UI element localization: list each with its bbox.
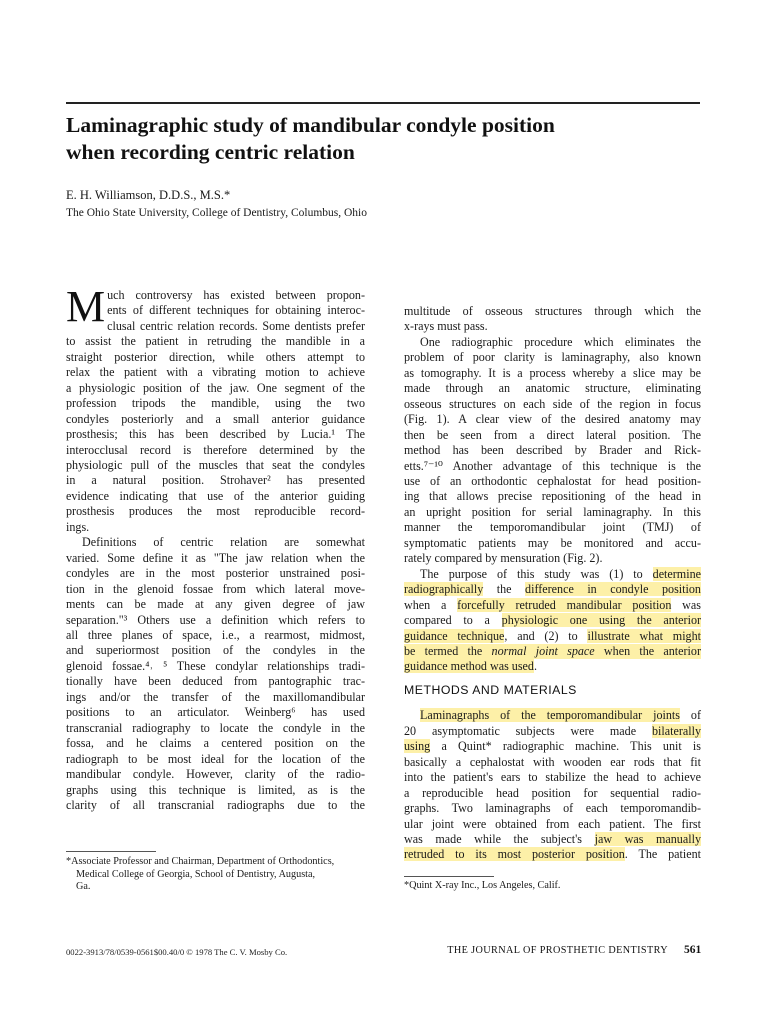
footnote-line: *Associate Professor and Chairman, Department of Orthodontics, [66,856,335,867]
text-line: into the patient's ears to stabilize the head to achieve [404,770,701,785]
text-line: interocclusal record is therefore determined by the [66,442,365,457]
paragraph-purpose [404,567,701,675]
text-line: method has been described by Brader and Rick- [404,443,701,458]
text-line [404,739,701,754]
text-line [404,567,701,582]
italic-term: normal joint space [491,643,595,658]
text-line [404,582,701,597]
text-line [404,629,701,644]
text-line: all three planes of space, i.e., a rearmost, midmost, [66,627,365,642]
text-line: ments can be made at any given degree of jaw [66,597,365,612]
text-fragment: The purpose of this study was (1) to [420,566,643,581]
text-line: an upright position for serial laminagraphy. In this [404,504,701,519]
highlighted-text: guidance method was used [404,659,534,674]
paragraph-intro [66,282,365,535]
highlighted-text: illustrate what might [587,628,702,643]
text-line: prosthesis; this has been described by Lucia.¹ The [66,427,365,442]
text-line: problem of poor clarity is laminagraphy, also known [404,350,701,365]
text-fragment: 20 asymptomatic subjects were made [404,723,637,738]
highlighted-text: forcefully retruded mandibular position [457,597,672,612]
section-heading: METHODS AND MATERIALS [404,682,577,697]
text-line [404,644,701,659]
text-line: graphs using this technique is limited, as is the [66,782,365,797]
text-line: to assist the patient in retruding the mandible in a [66,334,365,349]
text-line: tionally have been deduced from pantographic trac- [66,674,365,689]
text-line: in a natural position. Strohaver² has presented [66,473,365,488]
highlighted-text: be termed the [404,643,483,658]
text-line: straight posterior direction, while others attempt to [66,349,365,364]
text-line: ings and/or the transfer of the maxillomandibular [66,689,365,704]
text-fragment: . The patient [624,847,701,862]
highlighted-text: difference in condyle position [525,582,701,597]
text-line: made through an anatomic structure, eliminating [404,381,701,396]
text-fragment: . [533,659,538,674]
author-line: E. H. Williamson, D.D.S., M.S.* [66,188,231,202]
text-line: a reproducible head position for sequential radio- [404,785,701,800]
highlighted-text: Laminagraphs of the temporomandibular joints [420,708,680,723]
text-line: glenoid fossae.⁴˒ ⁵ These condylar relationships tradi- [66,658,365,673]
text-line: varied. Some define it as "The jaw relation when the [66,550,365,565]
text-line: separation."³ Others use a definition which refers to [66,612,365,627]
affiliation-line: The Ohio State University, College of Dentistry, Columbus, Ohio [66,207,367,219]
footnote-left [66,856,365,894]
text-fragment: , and (2) to [504,628,578,643]
text-line: use of an orthodontic cephalostat for head position- [404,473,701,488]
paragraph-laminagraphy [404,335,701,567]
text-line: clarity of all transcranial radiographs due to the [66,797,365,812]
text-line: etts.⁷⁻¹⁰ Another advantage of this technique is the [404,458,701,473]
text-line [404,598,701,613]
text-line: ing that allows precise repositioning of the head in [404,489,701,504]
text-fragment: the [496,582,512,597]
text-line: condyles are in the most posterior unstrained posi- [66,566,365,581]
highlighted-text: guidance technique [404,628,505,643]
copyright-code: 0022-3913/78/0539-0561$00.40/0 © 1978 The C. V. Mosby Co. [66,947,288,957]
text-line: Definitions of centric relation are somewhat [82,535,365,550]
text-line: clusal centric relation records. Some dentists prefer [107,318,365,333]
text-line: relax the patient with a vibrating motion to achieve [66,365,365,380]
text-line [404,832,701,847]
text-line: ular joint were obtained from each patient. The first [404,816,701,831]
right-column [404,304,701,863]
text-line: positions to an articulator. Weinberg⁶ has used [66,705,365,720]
text-line: x-rays must pass. [404,319,488,334]
paragraph-definitions [66,535,365,813]
highlighted-text: bilaterally [651,723,701,738]
text-line: multitude of osseous structures through which the [404,304,701,318]
text-line: radiograph to be most ideal for the location of the [66,751,365,766]
text-line: uch controversy has existed between propon- [107,288,365,302]
text-line: ings. [66,519,90,534]
paragraph-continued [404,304,701,335]
text-line: fossa, and he claims a centered position on the [66,736,365,751]
text-line: osseous structures on each side of the region in focus [404,396,701,411]
highlighted-text: radiographically [404,582,484,597]
title-line-1: Laminagraphic study of mandibular condyle position [66,113,555,137]
text-fragment: when a [404,597,447,612]
text-line: symptomatic patients may be monitored and accu- [404,535,701,550]
text-line: One radiographic procedure which eliminates the [420,334,701,349]
text-line: basically a cephalostat with wooden ear rods that fit [404,754,701,769]
text-fragment: of [690,708,701,723]
text-line: profession tripods the mandible, using the two [66,396,365,411]
footnote-line: Medical College of Georgia, School of Dentistry, Augusta, [76,868,316,880]
text-line: and superiormost position of the condyles in the [66,643,365,658]
text-line: tion in the glenoid fossae from which lateral move- [66,581,365,596]
text-line [404,613,701,628]
highlighted-text: when the anterior [603,643,701,658]
text-fragment: a Quint* radiographic machine. This unit is [441,739,701,754]
text-line: as tomography. It is a process whereby a slice may be [404,365,701,380]
highlighted-text: retruded to its most posterior position [404,847,625,862]
text-line: transcranial radiography to locate the condyle in the [66,720,365,735]
text-fragment: was [682,597,701,612]
left-column [66,282,365,813]
footnote-right: *Quint X-ray Inc., Los Angeles, Calif. [404,880,561,891]
paragraph-methods [404,708,701,863]
text-line: ents of different techniques for obtaining interoc- [107,303,365,318]
highlighted-text: using [404,739,431,754]
text-line: condyles posteriorly and a small anterior guidance [66,411,365,426]
text-line [404,708,701,723]
text-line: mandibular condyle. However, clarity of the radio- [66,767,365,782]
highlighted-text: jaw was manually [594,831,701,846]
text-line: (Fig. 1). A clear view of the desired anatomy may [404,412,701,427]
text-line: manner the temporomandibular joint (TMJ) of [404,520,701,535]
drop-cap: M [66,282,106,331]
text-line: rately compared by mensuration (Fig. 2). [404,551,603,566]
text-line [404,724,701,739]
text-fragment: compared to a [404,613,490,628]
text-line: then be seen from a direct lateral position. The [404,427,701,442]
footnote-rule-right [404,876,494,877]
footnote-rule-left [66,851,156,852]
text-fragment: was made while the subject's [404,831,583,846]
title-line-2: when recording centric relation [66,140,355,164]
text-line: prosthesis produces the most reproducible record- [66,504,365,519]
footnote-line: Ga. [76,881,91,893]
text-line: physiologic pull of the muscles that seat the condyles [66,457,365,472]
highlighted-text: physiologic one using the anterior [501,613,702,628]
text-line [404,659,701,674]
text-line: graphs. Two laminagraphs of each temporomandib- [404,801,701,816]
highlighted-text: determine [652,566,701,581]
journal-name: THE JOURNAL OF PROSTHETIC DENTISTRY [447,945,668,956]
top-rule [66,102,700,104]
page-number: 561 [684,944,702,956]
text-line [404,847,701,862]
text-line: a physiologic position of the jaw. One segment of the [66,380,365,395]
article-title [66,112,700,166]
text-line: evidence indicating that use of the anterior guiding [66,488,365,503]
